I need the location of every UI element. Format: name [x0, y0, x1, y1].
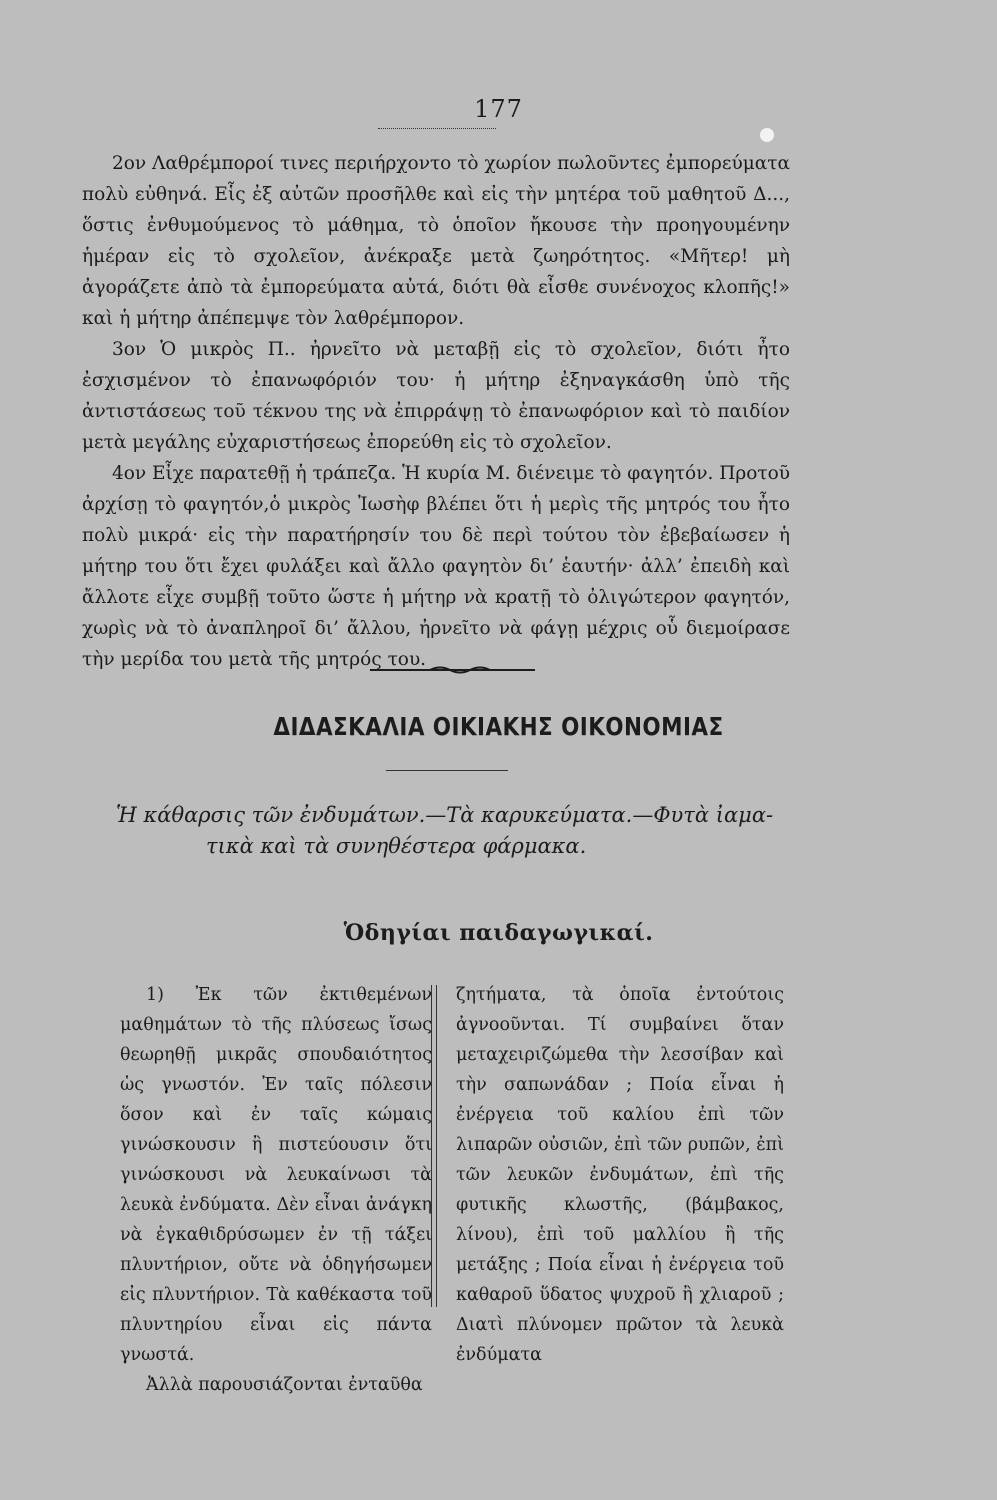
- prose-block: [82, 148, 790, 675]
- left-column: [120, 980, 432, 1400]
- page-number: 177: [474, 95, 523, 123]
- ornament-divider: [370, 665, 535, 675]
- section-title-rule: [386, 770, 508, 771]
- paper-blemish: [760, 128, 774, 142]
- left-column-paragraph-2: Ἀλλὰ παρουσιάζονται ἐνταῦθα: [146, 1375, 423, 1395]
- right-column-text: ζητήματα, τὰ ὁποῖα ἐντούτοις ἀγνοοῦνται. Τί συμβαίνει ὅταν μεταχειριζώμεθα τὴν λεσσίβαν καὶ τὴν σαπωνάδαν ; Ποία εἶναι ἡ ἐνέργεια τοῦ καλίου ἐπὶ τῶν λιπαρῶν οὐσιῶν, ἐπὶ τῶν ρυπῶν, ἐπὶ τῶν λευκῶν ἐνδυμάτων, ἐπὶ τῆς φυτικῆς κλωστῆς, (βάμβακος, λίνου), ἐπὶ τοῦ μαλλίου ἢ τῆς μετάξης ; Ποία εἶναι ἡ ἐνέργεια τοῦ καθαροῦ ὕδατος ψυχροῦ ἢ χλιαροῦ ; Διατὶ πλύνομεν πρῶτον τὰ λευκὰ ἐνδύματα: [456, 985, 784, 1365]
- subtitle-line-2: τικὰ καὶ τὰ συνηθέστερα φάρμακα.: [206, 834, 587, 858]
- left-column-paragraph-1: 1) Ἐκ τῶν ἐκτιθεμένων μαθημάτων τὸ τῆς πλύσεως ἴσως θεωρηθῇ μικρᾶς σπουδαιότητος ὡς γνωστόν. Ἐν ταῖς πόλεσιν ὅσον καὶ ἐν ταῖς κώμαις γινώσκουσιν ἢ πιστεύουσιν ὅτι γινώσκουσι νὰ λευκαίνωσι τὰ λευκὰ ἐνδύματα. Δὲν εἶναι ἀνάγκη νὰ ἐγκαθιδρύσωμεν ἐν τῇ τάξει πλυντήριον, οὔτε νὰ ὁδηγήσωμεν εἰς πλυντήριον. Τὰ καθέκαστα τοῦ πλυντηρίου εἶναι εἰς πάντα γνωστά.: [120, 985, 432, 1365]
- guide-heading: Ὁδηγίαι παιδαγωγικαί.: [343, 920, 654, 946]
- right-column: [456, 980, 784, 1370]
- subtitle-line-1: Ἡ κάθαρσις τῶν ἐνδυμάτων.—Τὰ καρυκεύματα.—Φυτὰ ἰαμα-: [116, 803, 774, 827]
- column-divider: [431, 985, 437, 1307]
- section-title: ΔΙΔΑΣΚΑΛΙΑ ΟΙΚΙΑΚΗΣ ΟΙΚΟΝΟΜΙΑΣ: [273, 712, 724, 741]
- paragraph-3: 3ον Ὁ μικρὸς Π.. ἠρνεῖτο νὰ μεταβῇ εἰς τὸ σχολεῖον, διότι ἦτο ἐσχισμένον τὸ ἐπανωφόριόν του· ἡ μήτηρ ἐξηναγκάσθη ὑπὸ τῆς ἀντιστάσεως τοῦ τέκνου της νὰ ἐπιρράψῃ τὸ ἐπανωφόριον καὶ τὸ παιδίον μετὰ μεγάλης εὐχαριστήσεως ἐπορεύθη εἰς τὸ σχολεῖον.: [82, 339, 790, 453]
- page-number-rule: [378, 128, 496, 129]
- paragraph-4: 4ον Εἶχε παρατεθῇ ἡ τράπεζα. Ἡ κυρία Μ. διένειμε τὸ φαγητόν. Προτοῦ ἀρχίσῃ τὸ φαγητόν,ὁ μικρὸς Ἰωσὴφ βλέπει ὅτι ἡ μερὶς τῆς μητρός του ἦτο πολὺ μικρά· εἰς τὴν παρατήρησίν του δὲ περὶ τούτου τὸν ἐβεβαίωσεν ἡ μήτηρ του ὅτι ἔχει φυλάξει καὶ ἄλλο φαγητὸν δι’ ἑαυτήν· ἀλλ’ ἐπειδὴ καὶ ἄλλοτε εἶχε συμβῇ τοῦτο ὥστε ἡ μήτηρ νὰ κρατῇ τὸ ὀλιγώτερον φαγητόν, χωρὶς νὰ τὸ ἀναπληροῖ δι’ ἄλλου, ἠρνεῖτο νὰ φάγῃ μέχρις οὗ διεμοίρασε τὴν μερίδα του μετὰ τῆς μητρός του.: [82, 463, 790, 670]
- paragraph-2: 2ον Λαθρέμποροί τινες περιήρχοντο τὸ χωρίον πωλοῦντες ἐμπορεύματα πολὺ εὐθηνά. Εἷς ἐξ αὐτῶν προσῆλθε καὶ εἰς τὴν μητέρα τοῦ μαθητοῦ Δ..., ὅστις ἐνθυμούμενος τὸ μάθημα, τὸ ὁποῖον ἤκουσε τὴν προηγουμένην ἡμέραν εἰς τὸ σχολεῖον, ἀνέκραξε μετὰ ζωηρότητος. «Μῆτερ! μὴ ἀγοράζετε ἀπὸ τὰ ἐμπορεύματα αὐτά, διότι θὰ εἶσθε συνένοχος κλοπῆς!» καὶ ἡ μήτηρ ἀπέπεμψε τὸν λαθρέμπορον.: [82, 153, 790, 329]
- section-subtitle: [116, 800, 784, 862]
